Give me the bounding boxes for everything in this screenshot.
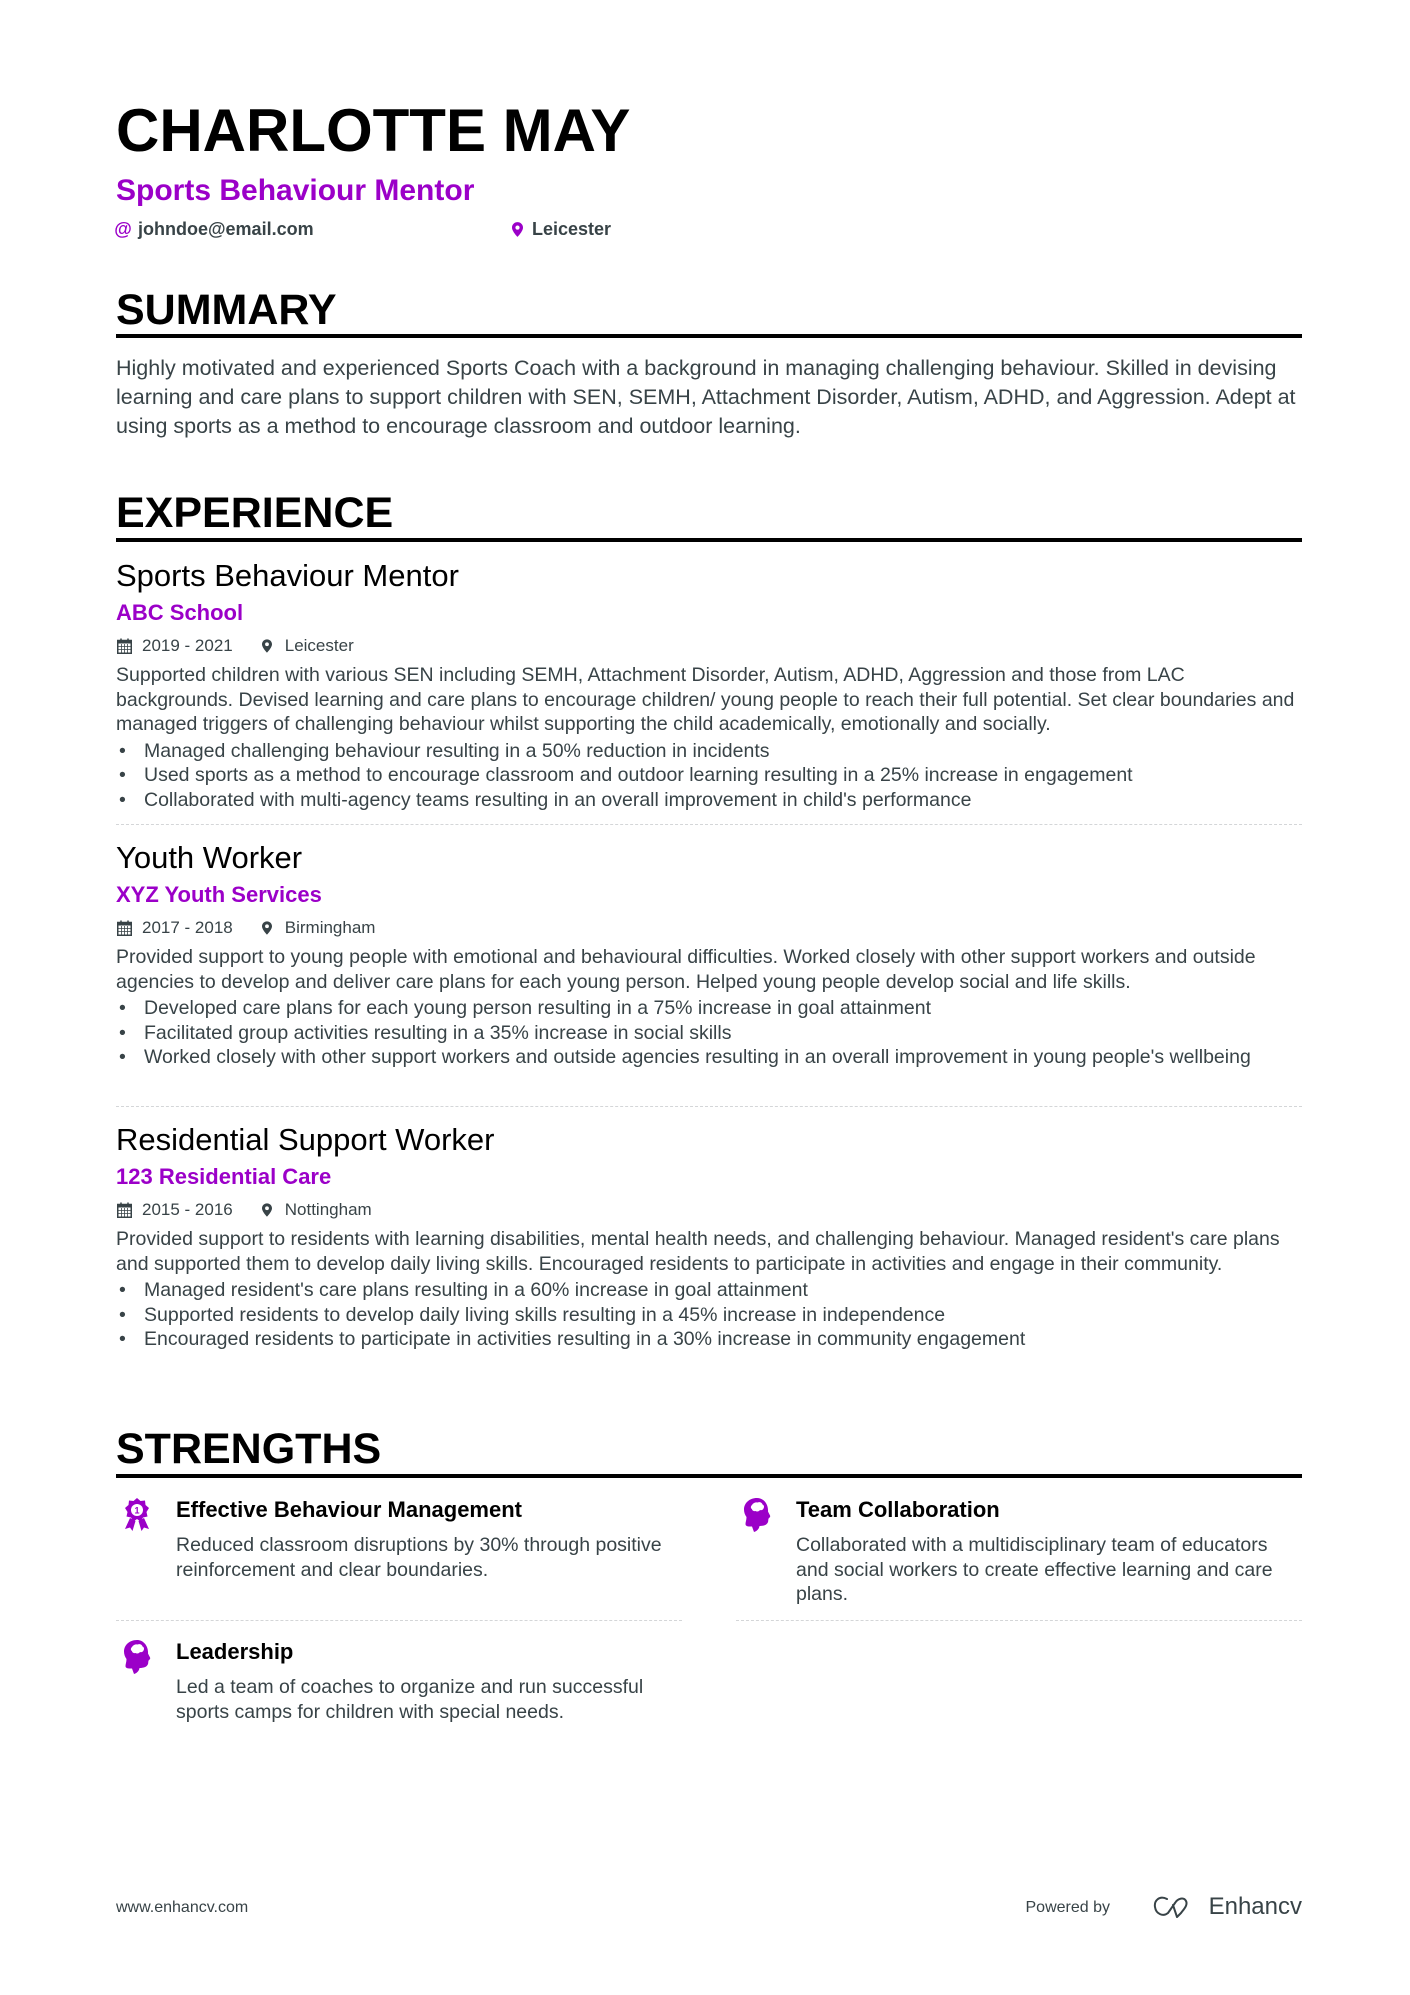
achievement-item: • Managed challenging behaviour resulting in a 50% reduction in incidents bbox=[116, 739, 1302, 764]
strength-divider bbox=[116, 1620, 682, 1621]
job-description: Provided support to residents with learning disabilities, mental health needs, and challenging behaviour. Managed resident's care plans and supported them to develop daily living skills. Encouraged residents to participate in activities and engage in their community. bbox=[116, 1228, 1280, 1275]
strength-divider bbox=[736, 1620, 1302, 1621]
achievement-item: • Facilitated group activities resulting in a 35% increase in social skills bbox=[116, 1021, 1302, 1046]
job-meta bbox=[116, 916, 1302, 940]
calendar-icon bbox=[116, 637, 132, 655]
job-location-text: Birmingham bbox=[284, 918, 376, 937]
achievement-item: • Developed care plans for each young person resulting in a 75% increase in goal attainment bbox=[116, 996, 1302, 1021]
strength-title: Leadership bbox=[176, 1639, 294, 1664]
achievement-item: • Worked closely with other support workers and outside agencies resulting in an overall improvement in young people's wellbeing bbox=[116, 1045, 1302, 1070]
job-meta bbox=[116, 634, 1302, 658]
calendar-icon bbox=[116, 1201, 132, 1219]
at-icon: @ bbox=[114, 219, 132, 239]
achievement-item: • Collaborated with multi-agency teams resulting in an overall improvement in child's performance bbox=[116, 788, 1302, 813]
entry-divider bbox=[116, 1106, 1302, 1107]
experience-entry bbox=[116, 1121, 1302, 1352]
job-description: Supported children with various SEN including SEMH, Attachment Disorder, Autism, ADHD, Aggression and those from LAC backgrounds. Devised learning and care plans to encourage children/ young people to reach their full potential. Set clear boundaries and managed triggers of challenging behaviour whilst supporting the child academically, emotionally and socially. bbox=[116, 664, 1295, 735]
footer bbox=[116, 1895, 1302, 1925]
job-title: Residential Support Worker bbox=[116, 1122, 495, 1157]
experience-heading: EXPERIENCE bbox=[116, 489, 394, 537]
job-achievements bbox=[116, 739, 1302, 813]
achievement-item: • Used sports as a method to encourage classroom and outdoor learning resulting in a 25% increase in engagement bbox=[116, 763, 1302, 788]
candidate-title: Sports Behaviour Mentor bbox=[116, 174, 475, 207]
head-brain-icon bbox=[122, 1639, 154, 1675]
job-title: Sports Behaviour Mentor bbox=[116, 558, 459, 593]
company-name: ABC School bbox=[116, 600, 244, 625]
company-name: 123 Residential Care bbox=[116, 1164, 332, 1189]
calendar-icon bbox=[116, 919, 132, 937]
location-text: Leicester bbox=[532, 219, 612, 239]
head-brain-icon bbox=[742, 1497, 774, 1533]
entry-divider bbox=[116, 824, 1302, 825]
experience-entry bbox=[116, 557, 1302, 812]
svg-text:1: 1 bbox=[134, 1505, 140, 1516]
company-name: XYZ Youth Services bbox=[116, 882, 322, 907]
summary-rule bbox=[116, 334, 1302, 338]
strength-description: Collaborated with a multidisciplinary team of educators and social workers to create effective learning and care plans. bbox=[796, 1534, 1273, 1605]
job-meta bbox=[116, 1198, 1302, 1222]
candidate-name: CHARLOTTE MAY bbox=[116, 97, 631, 164]
achievement-item: • Managed resident's care plans resulting in a 60% increase in goal attainment bbox=[116, 1278, 1302, 1303]
job-location-text: Leicester bbox=[284, 636, 354, 655]
job-description: Provided support to young people with emotional and behavioural difficulties. Worked closely with other support workers and outside agencies to develop and deliver care plans for each young person. Helped young people develop social and life skills. bbox=[116, 946, 1256, 993]
experience-entry bbox=[116, 839, 1302, 1070]
job-title: Youth Worker bbox=[116, 840, 303, 875]
strength-title: Effective Behaviour Management bbox=[176, 1497, 522, 1522]
summary-heading: SUMMARY bbox=[116, 286, 337, 334]
job-achievements bbox=[116, 1278, 1302, 1352]
map-pin-icon bbox=[510, 222, 524, 237]
job-dates: 2017 - 2018 bbox=[142, 918, 233, 937]
email-text: johndoe@email.com bbox=[138, 219, 314, 239]
strengths-heading: STRENGTHS bbox=[116, 1425, 382, 1473]
strength-title: Team Collaboration bbox=[796, 1497, 1000, 1522]
strength-description: Reduced classroom disruptions by 30% through positive reinforcement and clear boundaries. bbox=[176, 1534, 662, 1581]
job-location bbox=[259, 916, 376, 940]
summary-text: Highly motivated and experienced Sports Coach with a background in managing challenging behaviour. Skilled in devising learning and care plans to support children with SEN, SEMH, Attachment Disorder, Autism, ADHD, and Aggression. Adept at using sports as a method to encourage classroom and outdoor learning. bbox=[116, 356, 1296, 438]
map-pin-icon bbox=[259, 1201, 275, 1219]
achievement-item: • Supported residents to develop daily living skills resulting in a 45% increase in independence bbox=[116, 1303, 1302, 1328]
job-location bbox=[259, 1198, 372, 1222]
contact-email[interactable] bbox=[116, 217, 314, 241]
enhancv-logo-icon bbox=[1153, 1895, 1199, 1919]
job-dates: 2015 - 2016 bbox=[142, 1200, 233, 1219]
job-location bbox=[259, 634, 354, 658]
map-pin-icon bbox=[259, 637, 275, 655]
experience-rule bbox=[116, 538, 1302, 542]
enhancv-logo[interactable] bbox=[1153, 1893, 1302, 1921]
powered-by-label: Powered by bbox=[1025, 1899, 1110, 1916]
job-location-text: Nottingham bbox=[284, 1200, 372, 1219]
job-achievements bbox=[116, 996, 1302, 1070]
website-link[interactable]: www.enhancv.com bbox=[116, 1899, 249, 1916]
job-dates: 2019 - 2021 bbox=[142, 636, 233, 655]
contact-location bbox=[510, 217, 611, 241]
strengths-rule bbox=[116, 1474, 1302, 1478]
award-ribbon-icon bbox=[122, 1497, 154, 1533]
achievement-item: • Encouraged residents to participate in activities resulting in a 30% increase in community engagement bbox=[116, 1327, 1302, 1352]
brand-name: Enhancv bbox=[1208, 1893, 1302, 1920]
map-pin-icon bbox=[259, 919, 275, 937]
strength-description: Led a team of coaches to organize and run successful sports camps for children with special needs. bbox=[176, 1676, 644, 1723]
